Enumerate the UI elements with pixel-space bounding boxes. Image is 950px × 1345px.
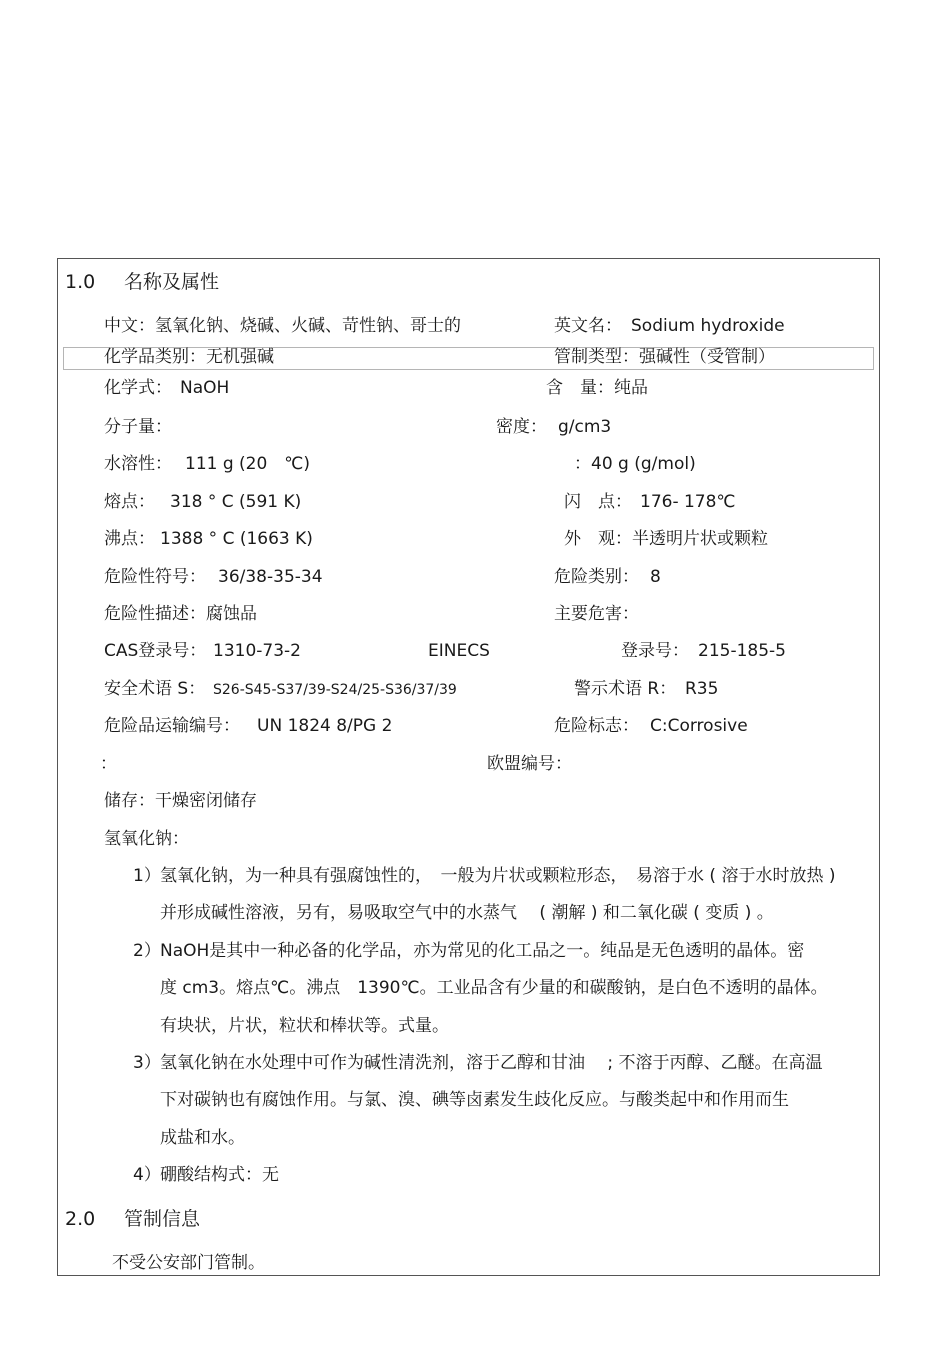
main-hazard: 主要危害： xyxy=(554,604,639,624)
cas-label: CAS登录号： xyxy=(104,641,207,661)
warning-value: R35 xyxy=(685,679,719,699)
eu-label: 欧盟编号： xyxy=(487,754,572,774)
item-2-line-2: 度 cm3。熔点℃。沸点 1390℃。工业品含有少量的和碳酸钠，是白色不透明的晶体。 xyxy=(160,978,828,998)
hazard-mark-value: C:Corrosive xyxy=(650,716,748,736)
hazard-class-value: 8 xyxy=(650,567,661,587)
solubility-label: 水溶性： xyxy=(104,454,172,474)
mp-label: 熔点： xyxy=(104,492,155,512)
solubility-2: ：40 g (g/mol) xyxy=(574,454,696,474)
item-3-line-3: 成盐和水。 xyxy=(160,1128,245,1148)
einecs-reg-label: 登录号： xyxy=(621,641,689,661)
safety-label: 安全术语 S： xyxy=(104,679,206,699)
colon-only: ： xyxy=(100,754,117,774)
section1-number: 1.0 xyxy=(65,271,96,293)
item-1-line-2: 并形成碱性溶液，另有，易吸取空气中的水蒸气 ( 潮解 ) 和二氧化碳 ( 变质 ) 。 xyxy=(160,903,774,923)
item-1-line-1: 氢氧化钠，为一种具有强腐蚀性的， 一般为片状或颗粒形态， 易溶于水 ( 溶于水时放热 ) xyxy=(160,866,836,886)
item-3-line-1: 氢氧化钠在水处理中可作为碱性清洗剂，溶于乙醇和甘油 ; 不溶于丙醇、乙醚。在高温 xyxy=(160,1053,823,1073)
solubility-value: 111 g (20 ℃) xyxy=(185,454,311,474)
item-2-line-1: NaOH是其中一种必备的化学品，亦为常见的化工品之一。纯品是无色透明的晶体。密 xyxy=(160,941,805,961)
naoh-heading: 氢氧化钠： xyxy=(104,829,189,849)
item-4-number: 4） xyxy=(133,1165,161,1185)
formula-value: NaOH xyxy=(180,378,230,398)
transport-label: 危险品运输编号： xyxy=(104,716,240,736)
control-type: 管制类型：强碱性（受管制） xyxy=(554,347,775,367)
bp-label: 沸点： xyxy=(104,529,155,549)
cn-name: 中文：氢氧化钠、烧碱、火碱、苛性钠、哥士的 xyxy=(104,316,461,336)
section1-title: 名称及属性 xyxy=(124,271,220,293)
hazard-symbol-label: 危险性符号： xyxy=(104,567,206,587)
cas-value: 1310-73-2 xyxy=(213,641,301,661)
safety-value: S26-S45-S37/39-S24/25-S36/37/39 xyxy=(213,682,457,698)
content: 含 量：纯品 xyxy=(546,378,648,398)
flash-label: 闪 点： xyxy=(564,492,632,512)
item-4-line-1: 硼酸结构式：无 xyxy=(160,1165,279,1185)
mp-value: 318 ° C (591 K) xyxy=(170,492,302,512)
item-2-line-3: 有块状，片状，粒状和棒状等。式量。 xyxy=(160,1016,449,1036)
einecs-label: EINECS xyxy=(428,641,490,661)
warning-label: 警示术语 R： xyxy=(574,679,677,699)
einecs-value: 215-185-5 xyxy=(698,641,786,661)
storage: 储存：干燥密闭储存 xyxy=(104,791,257,811)
flash-value: 176- 178℃ xyxy=(640,492,736,512)
section2-body: 不受公安部门管制。 xyxy=(112,1253,265,1273)
bp-value: 1388 ° C (1663 K) xyxy=(160,529,313,549)
density-label: 密度： xyxy=(496,417,547,437)
item-2-number: 2） xyxy=(133,941,161,961)
en-name-value: Sodium hydroxide xyxy=(631,316,785,336)
category: 化学品类别：无机强碱 xyxy=(104,347,274,367)
density-value: g/cm3 xyxy=(558,417,612,437)
document-frame xyxy=(57,258,880,1276)
item-3-number: 3） xyxy=(133,1053,161,1073)
hazard-mark-label: 危险标志： xyxy=(554,716,639,736)
section2-number: 2.0 xyxy=(65,1208,96,1230)
transport-value: UN 1824 8/PG 2 xyxy=(257,716,393,736)
formula-label: 化学式： xyxy=(104,378,172,398)
appearance: 外 观：半透明片状或颗粒 xyxy=(564,529,768,549)
item-3-line-2: 下对碳钠也有腐蚀作用。与氯、溴、碘等卤素发生歧化反应。与酸类起中和作用而生 xyxy=(160,1090,789,1110)
item-1-number: 1） xyxy=(133,866,161,886)
hazard-desc: 危险性描述：腐蚀品 xyxy=(104,604,257,624)
en-name-label: 英文名： xyxy=(554,316,622,336)
section2-title: 管制信息 xyxy=(124,1208,201,1230)
hazard-symbol-value: 36/38-35-34 xyxy=(218,567,323,587)
hazard-class-label: 危险类别： xyxy=(554,567,639,587)
mw-label: 分子量： xyxy=(104,417,172,437)
